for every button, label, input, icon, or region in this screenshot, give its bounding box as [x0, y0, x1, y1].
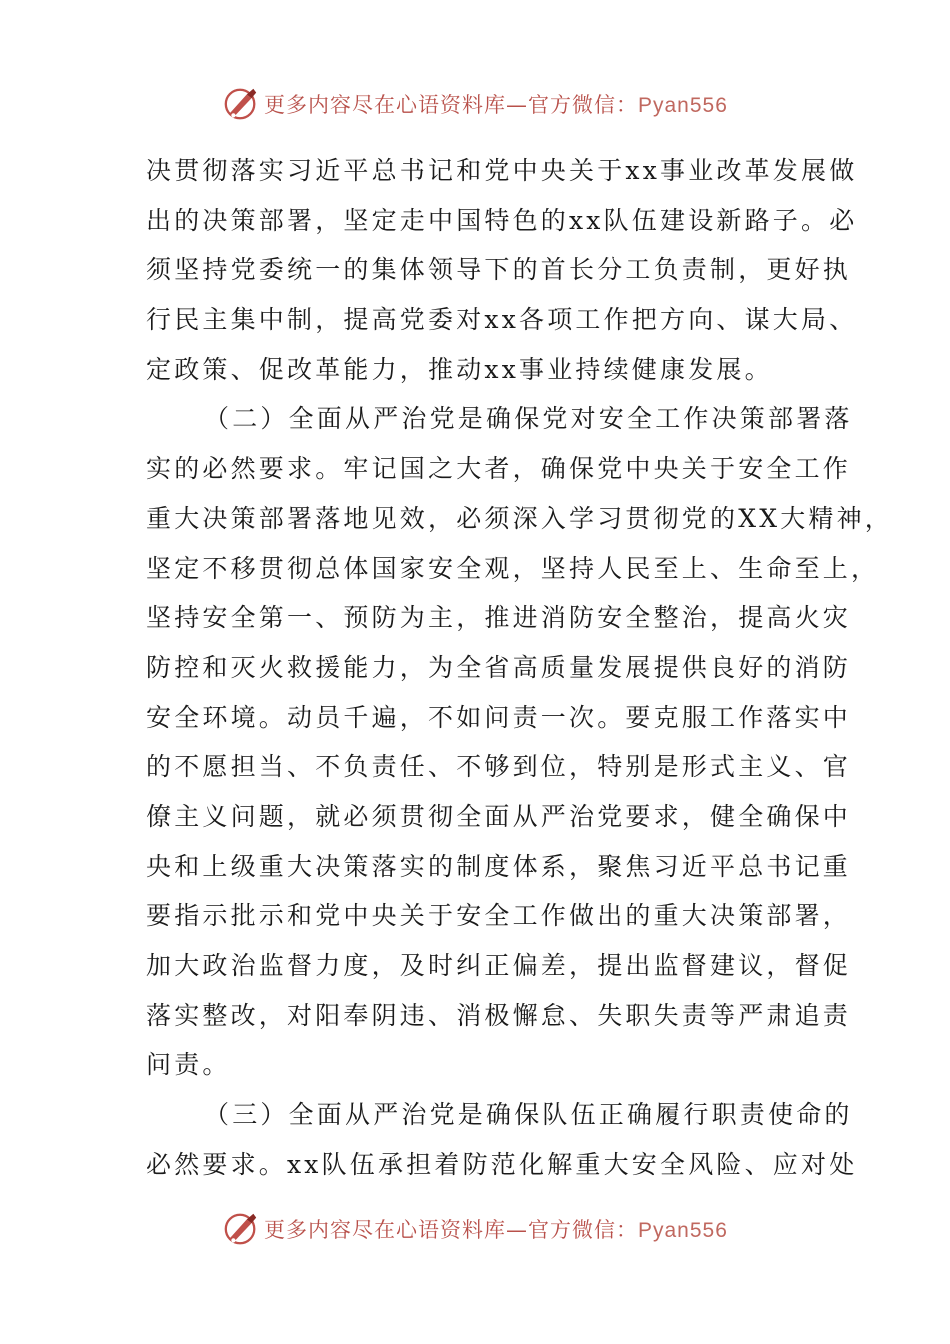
text-line: 实的必然要求。牢记国之大者，确保党中央关于安全工作 — [146, 454, 852, 484]
text-line: 出的决策部署，坚定走中国特色的xx队伍建设新路子。必 — [146, 205, 858, 235]
text-line: 央和上级重大决策落实的制度体系，聚焦习近平总书记重 — [146, 851, 852, 881]
text-line: 防控和灭火救援能力，为全省高质量发展提供良好的消防 — [146, 652, 852, 682]
text-line: 问责。 — [146, 1050, 231, 1080]
text-line: （三）全面从严治党是确保队伍正确履行职责使命的 — [204, 1100, 853, 1130]
text-line: 须坚持党委统一的集体领导下的首长分工负责制，更好执 — [146, 255, 852, 285]
text-line: 的不愿担当、不负责任、不够到位，特别是形式主义、官 — [146, 752, 852, 782]
watermark-text: 更多内容尽在心语资料库—官方微信：Pyan556 — [264, 93, 728, 117]
text-line: 僚主义问题，就必须贯彻全面从严治党要求，健全确保中 — [146, 801, 852, 831]
watermark-banner-bottom — [222, 1209, 728, 1249]
text-line: 加大政治监督力度，及时纠正偏差，提出监督建议，督促 — [146, 951, 852, 980]
text-line: （二）全面从严治党是确保党对安全工作决策部署落 — [204, 404, 853, 434]
text-line: 坚持安全第一、预防为主，推进消防安全整治，提高火灾 — [146, 603, 852, 633]
text-line: 要指示批示和党中央关于安全工作做出的重大决策部署， — [146, 901, 852, 931]
pen-circle-logo-icon — [222, 85, 260, 123]
text-line: 落实整改，对阳奉阴违、消极懈怠、失职失责等严肃追责 — [146, 1000, 852, 1030]
text-line: 重大决策部署落地见效，必须深入学习贯彻党的XX大精神， — [146, 503, 893, 533]
text-line: 决贯彻落实习近平总书记和党中央关于xx事业改革发展做 — [146, 156, 858, 185]
document-body — [146, 146, 893, 1189]
text-line: 坚定不移贯彻总体国家安全观，坚持人民至上、生命至上， — [146, 553, 880, 583]
text-line: 必然要求。xx队伍承担着防范化解重大安全风险、应对处 — [146, 1149, 858, 1179]
pen-circle-logo-icon — [222, 1210, 260, 1248]
watermark-banner-top — [222, 84, 728, 124]
watermark-text: 更多内容尽在心语资料库—官方微信：Pyan556 — [264, 1218, 728, 1242]
text-line: 行民主集中制，提高党委对xx各项工作把方向、谋大局、 — [146, 305, 858, 335]
text-line: 定政策、促改革能力，推动xx事业持续健康发展。 — [146, 354, 773, 384]
text-line: 安全环境。动员千遍，不如问责一次。要克服工作落实中 — [146, 702, 852, 732]
